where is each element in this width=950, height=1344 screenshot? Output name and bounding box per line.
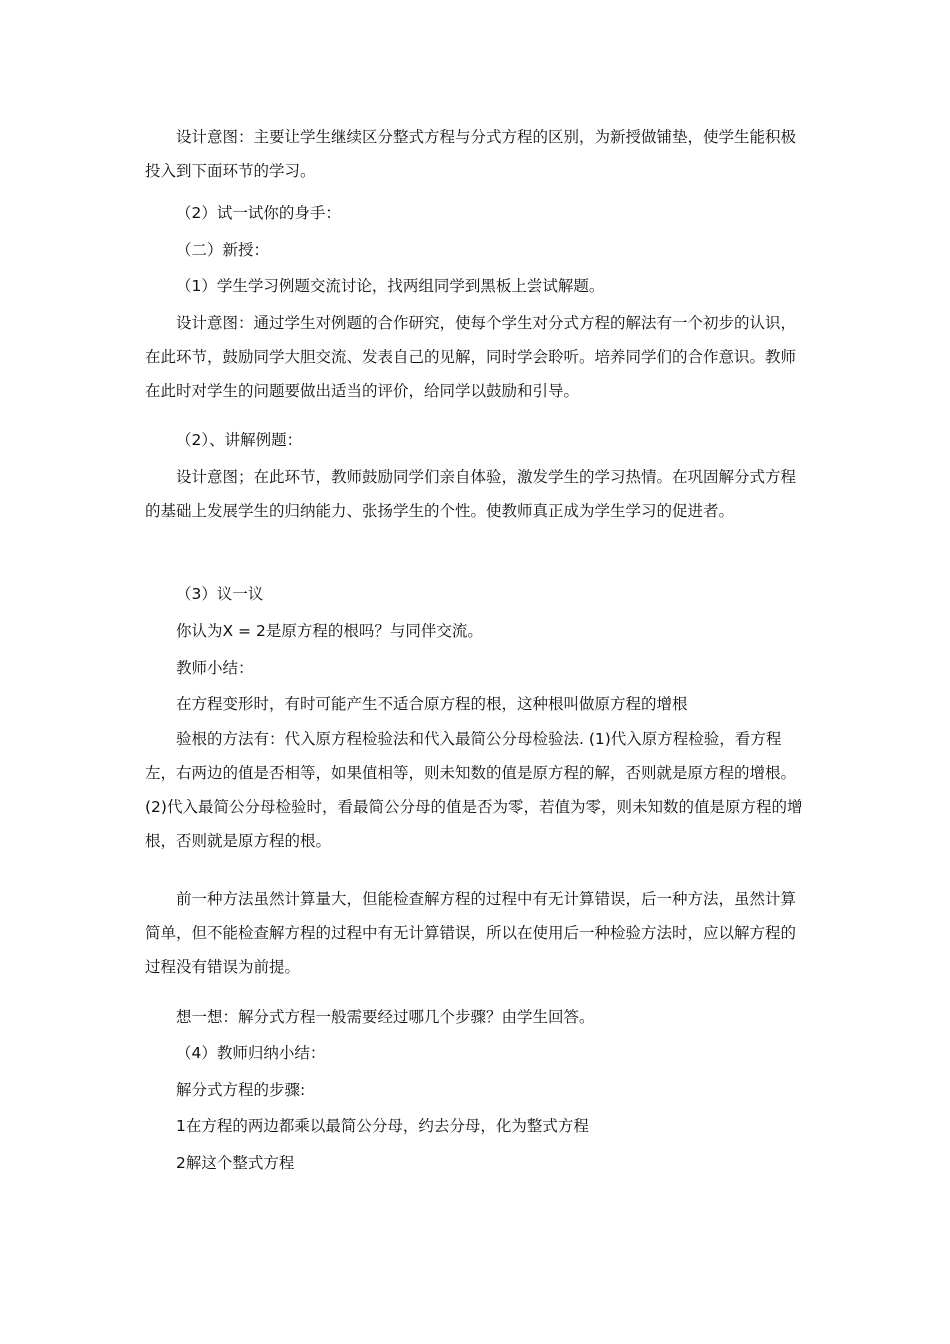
paragraph-step-1: 1在方程的两边都乘以最简公分母，约去分母，化为整式方程 — [176, 1117, 589, 1135]
paragraph-check-methods: 验根的方法有：代入原方程检验法和代入最简公分母检验法. (1)代入原方程检验，看方程左，右两边的值是否相等，如果值相等，则未知数的值是原方程的解，否则就是原方程的增根。 (2)代入最简公分母检验时，看最简公分母的值是否为零，若值为零，则未知数的值是原方程的增根，否则就是原方程的根。 — [145, 730, 803, 850]
paragraph-extraneous-root: 在方程变形时，有时可能产生不适合原方程的根，这种根叫做原方程的增根 — [176, 695, 688, 713]
paragraph-steps-title: 解分式方程的步骤: — [176, 1081, 306, 1099]
paragraph-discuss: （3）议一议 — [176, 585, 264, 603]
paragraph-students-discuss: （1）学生学习例题交流讨论，找两组同学到黑板上尝试解题。 — [176, 277, 605, 295]
paragraph-step-2: 2解这个整式方程 — [176, 1154, 295, 1172]
paragraph-think: 想一想：解分式方程一般需要经过哪几个步骤？由学生回答。 — [176, 1008, 595, 1026]
paragraph-design-intent-3: 设计意图；在此环节，教师鼓励同学们亲自体验，激发学生的学习热情。在巩固解分式方程的基础上发展学生的归纳能力、张扬学生的个性。使教师真正成为学生学习的促进者。 — [145, 468, 797, 520]
paragraph-explain-examples: （2）、讲解例题： — [176, 431, 303, 449]
paragraph-teacher-conclusion: （4）教师归纳小结： — [176, 1044, 326, 1062]
paragraph-design-intent-2: 设计意图：通过学生对例题的合作研究，使每个学生对分式方程的解法有一个初步的认识，在此环节，鼓励同学大胆交流、发表自己的见解，同时学会聆听。培养同学们的合作意识。教师在此时对学生的问题要做出适当的评价，给同学以鼓励和引导。 — [145, 314, 797, 400]
paragraph-design-intent-1: 设计意图：主要让学生继续区分整式方程与分式方程的区别，为新授做铺垫，使学生能积极投入到下面环节的学习。 — [145, 128, 797, 180]
paragraph-try-yourself: （2）试一试你的身手： — [176, 204, 341, 222]
paragraph-question: 你认为X = 2是原方程的根吗？与同伴交流。 — [176, 622, 483, 640]
paragraph-new-lesson: （二）新授： — [176, 241, 270, 259]
paragraph-teacher-summary: 教师小结： — [176, 659, 254, 677]
paragraph-method-comparison: 前一种方法虽然计算量大，但能检查解方程的过程中有无计算错误，后一种方法，虽然计算简单，但不能检查解方程的过程中有无计算错误，所以在使用后一种检验方法时，应以解方程的过程没有错误为前提。 — [145, 890, 797, 976]
